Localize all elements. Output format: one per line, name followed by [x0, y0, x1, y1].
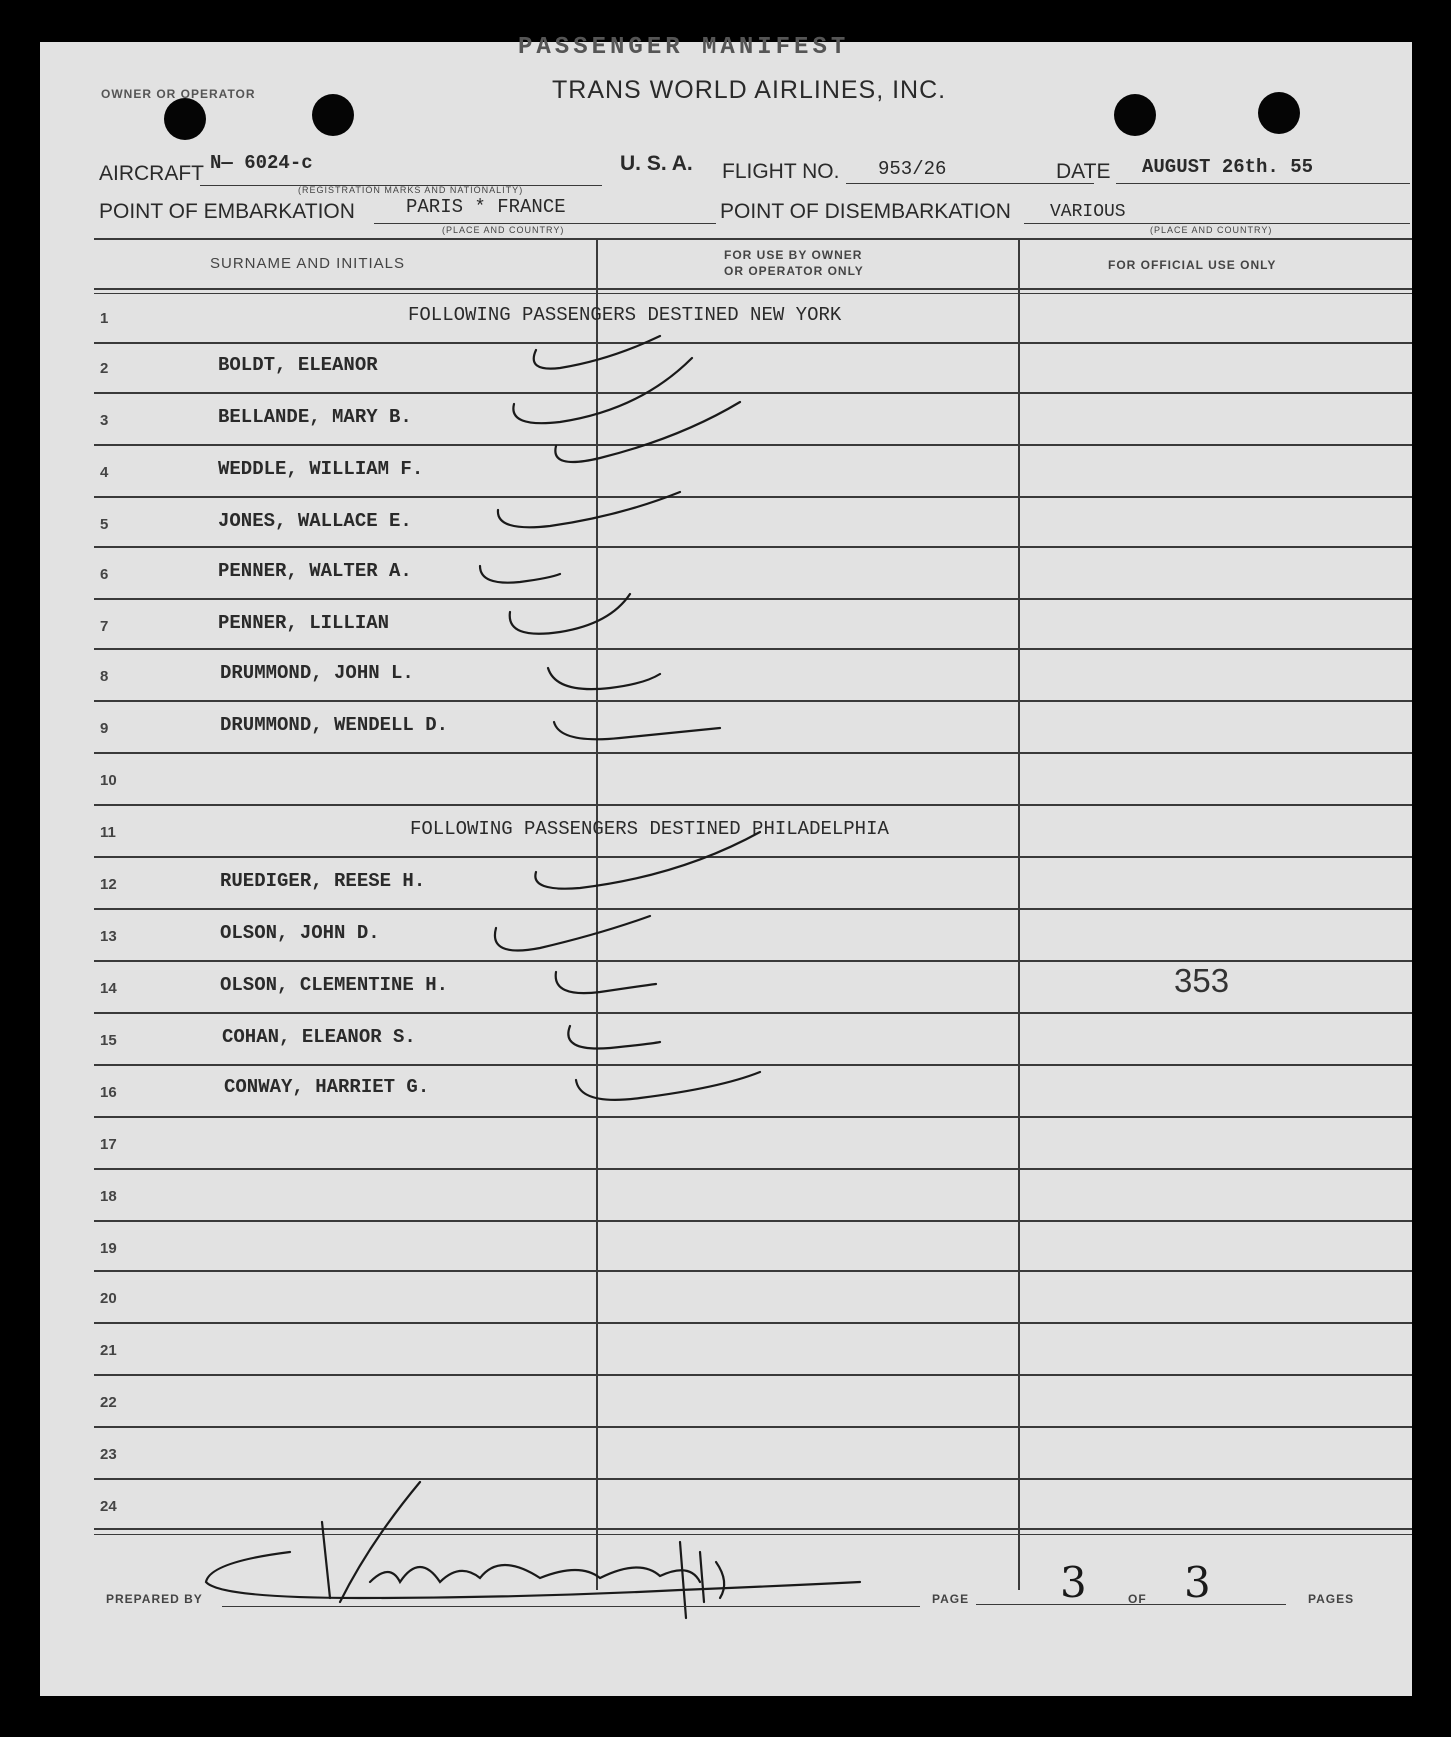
checkmark [534, 336, 660, 369]
destination-note: FOLLOWING PASSENGERS DESTINED NEW YORK [408, 304, 842, 326]
row-number: 23 [100, 1446, 117, 1463]
row-number: 15 [100, 1032, 117, 1049]
embarkation-value: PARIS * FRANCE [406, 196, 566, 218]
row-number: 10 [100, 772, 117, 789]
row-number: 1 [100, 310, 109, 327]
passenger-name: DRUMMOND, JOHN L. [220, 662, 414, 684]
owner-label: OWNER OR OPERATOR [101, 87, 256, 101]
row-number: 2 [100, 360, 109, 377]
official-use-value: 353 [1174, 962, 1230, 999]
disembarkation-value: VARIOUS [1050, 202, 1126, 222]
date-value: AUGUST 26th. 55 [1142, 156, 1314, 178]
embarkation-label: POINT OF EMBARKATION [99, 200, 355, 223]
destination-note: FOLLOWING PASSENGERS DESTINED PHILADELPHIA [410, 818, 889, 840]
row-number: 3 [100, 412, 109, 429]
owner-use-header-2: OR OPERATOR ONLY [724, 264, 864, 278]
prepared-by-label: PREPARED BY [106, 1592, 203, 1606]
passenger-name: WEDDLE, WILLIAM F. [218, 458, 424, 480]
of-value: 3 [1184, 1558, 1211, 1607]
checkmark [555, 402, 740, 462]
checkmark [498, 492, 680, 527]
row-number: 20 [100, 1290, 117, 1307]
row-number: 19 [100, 1240, 117, 1257]
passenger-name: PENNER, WALTER A. [218, 560, 412, 582]
passenger-name: DRUMMOND, WENDELL D. [220, 714, 449, 736]
nationality: U. S. A. [620, 152, 693, 175]
passenger-name: PENNER, LILLIAN [218, 612, 390, 634]
checkmark [480, 566, 560, 583]
passenger-name: JONES, WALLACE E. [218, 510, 412, 532]
row-number: 4 [100, 464, 109, 481]
flight-label: FLIGHT NO. [722, 160, 840, 183]
row-number: 24 [100, 1498, 117, 1515]
checkmark [535, 832, 760, 889]
passenger-name: BOLDT, ELEANOR [218, 354, 378, 376]
checkmark [576, 1072, 760, 1100]
checkmark [556, 972, 656, 993]
of-underline [1152, 1604, 1286, 1605]
checkmark [568, 1026, 660, 1049]
handwritten-marks [40, 42, 1412, 1696]
passenger-name: OLSON, JOHN D. [220, 922, 380, 944]
owner-use-header-1: FOR USE BY OWNER [724, 248, 863, 262]
checkmark [495, 916, 650, 951]
airline-name: TRANS WORLD AIRLINES, INC. [552, 76, 947, 104]
pages-label: PAGES [1308, 1592, 1355, 1606]
disembarkation-label: POINT OF DISEMBARKATION [720, 200, 1011, 223]
flight-value: 953/26 [878, 158, 947, 180]
prepared-by-signature [370, 1565, 700, 1582]
manifest-page [40, 34, 1412, 1696]
passenger-name: OLSON, CLEMENTINE H. [220, 974, 449, 996]
aircraft-label: AIRCRAFT [99, 162, 204, 185]
row-number: 16 [100, 1084, 117, 1101]
row-number: 14 [100, 980, 117, 997]
row-number: 21 [100, 1342, 117, 1359]
official-use-header: FOR OFFICIAL USE ONLY [1108, 258, 1277, 272]
passenger-name: CONWAY, HARRIET G. [224, 1076, 430, 1098]
aircraft-value: N— 6024-c [210, 152, 313, 174]
passenger-name: BELLANDE, MARY B. [218, 406, 412, 428]
of-label: OF [1128, 1592, 1147, 1606]
surname-column-header: SURNAME AND INITIALS [210, 255, 406, 272]
place-note: (PLACE AND COUNTRY) [442, 225, 565, 235]
row-number: 7 [100, 618, 109, 635]
checkmark [554, 722, 720, 739]
form-title: PASSENGER MANIFEST [518, 34, 850, 61]
row-number: 18 [100, 1188, 117, 1205]
place-note-2: (PLACE AND COUNTRY) [1150, 225, 1273, 235]
row-number: 6 [100, 566, 109, 583]
prepared-by-underline [222, 1606, 920, 1607]
row-number: 22 [100, 1394, 117, 1411]
passenger-name: RUEDIGER, REESE H. [220, 870, 426, 892]
checkmark [548, 668, 660, 689]
date-label: DATE [1056, 160, 1111, 183]
row-number: 17 [100, 1136, 117, 1153]
prepared-by-signature [322, 1482, 420, 1602]
passenger-name: COHAN, ELEANOR S. [222, 1026, 416, 1048]
registration-note: (REGISTRATION MARKS AND NATIONALITY) [298, 185, 524, 195]
row-number: 8 [100, 668, 109, 685]
page-label: PAGE [932, 1592, 970, 1606]
checkmark [510, 594, 630, 634]
row-number: 11 [100, 824, 116, 841]
row-number: 13 [100, 928, 117, 945]
row-number: 5 [100, 516, 109, 533]
row-number: 12 [100, 876, 117, 893]
page-value: 3 [1060, 1558, 1087, 1607]
row-number: 9 [100, 720, 109, 737]
